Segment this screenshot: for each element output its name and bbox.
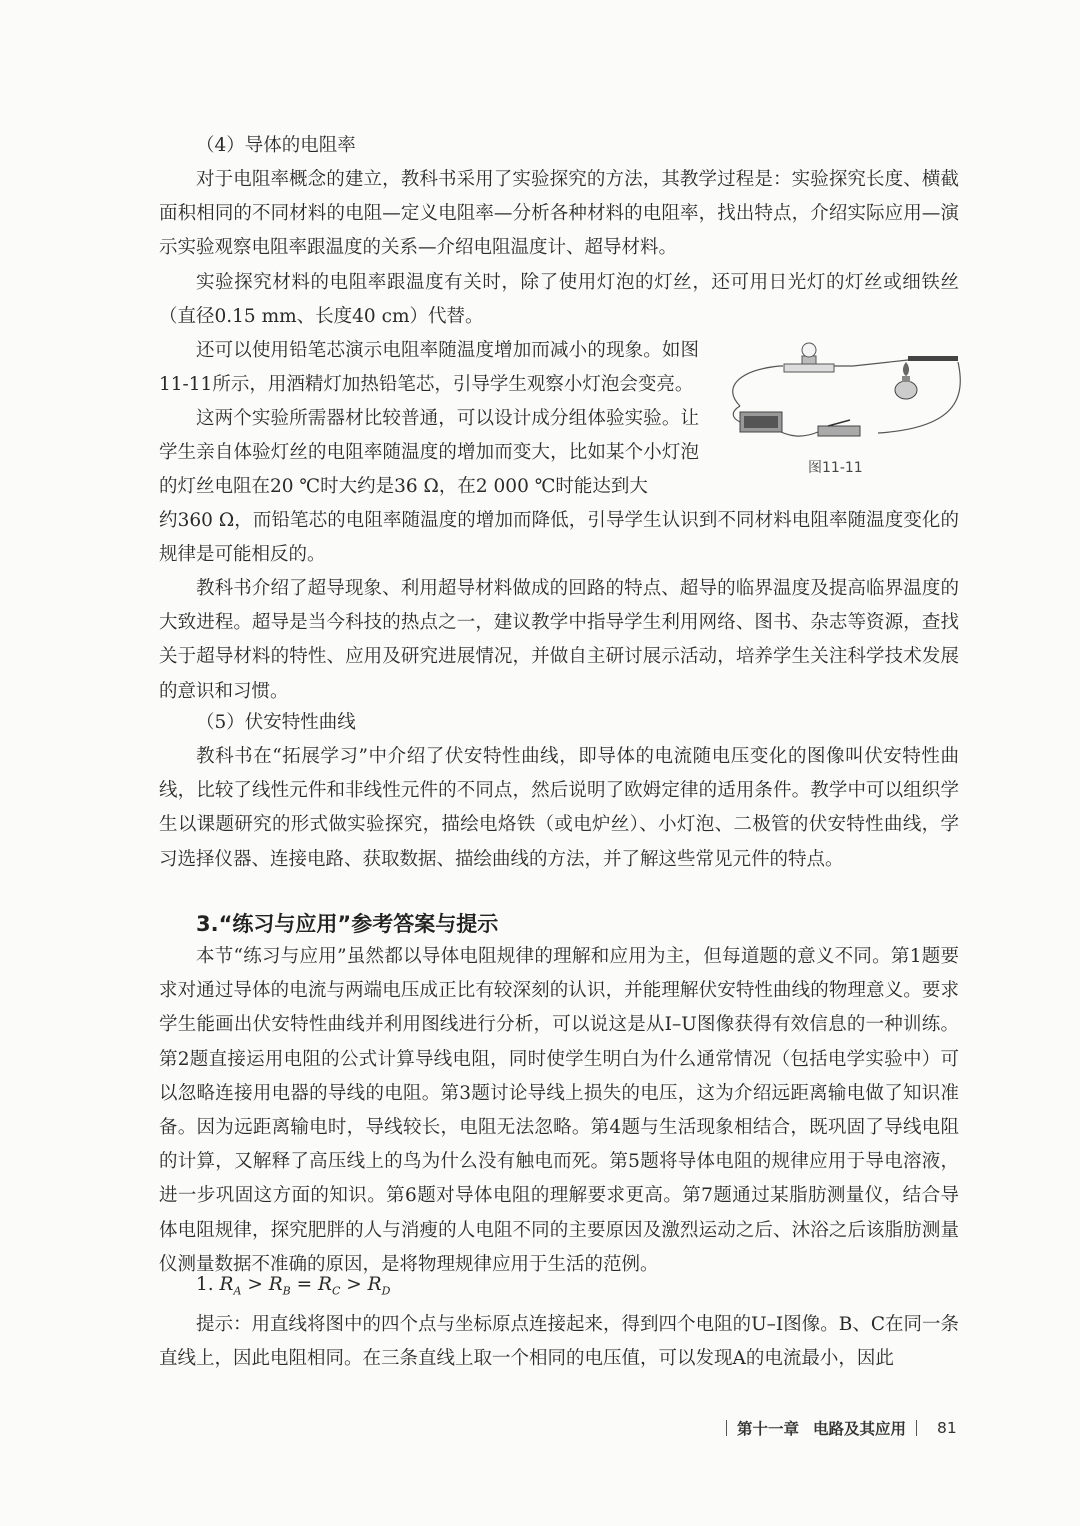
section-4-heading: （4）导体的电阻率: [196, 135, 356, 156]
section-4-paragraph-4b: 约360 Ω，而铅笔芯的电阻率随温度的增加而降低，引导学生认识到不同材料电阻率随温度变化的规律是可能相反的。: [159, 510, 959, 566]
chapter-title: 电路及其应用: [813, 1420, 907, 1438]
section-3-paragraph-1: 本节“练习与应用”虽然都以导体电阻规律的理解和应用为主，但每道题的意义不同。第1题要求对通过导体的电流与两端电压成正比有较深刻的认识，并能理解伏安特性曲线的物理意义。要求学生能画出伏安特性曲线并利用图线进行分析，可以说这是从I–U图像获得有效信息的一种训练。第2题直接运用电阻的公式计算导线电阻，同时使学生明白为什么通常情况（包括电学实验中）可以忽略连接用电器的导线的电阻。第3题讨论导线上损失的电压，这为介绍远距离输电做了知识准备。因为远距离输电时，导线较长，电阻无法忽略。第4题与生活现象相结合，既巩固了导线电阻的计算，又解释了高压线上的鸟为什么没有触电而死。第5题将导体电阻的规律应用于导电溶液，进一步巩固这方面的知识。第6题对导体电阻的理解要求更高。第7题通过某脂肪测量仪，结合导体电阻规律，探究肥胖的人与消瘦的人电阻不同的主要原因及激烈运动之后、沐浴之后该脂肪测量仪测量数据不准确的原因，是将物理规律应用于生活的范例。: [159, 946, 959, 1275]
lamp-socket-icon: [784, 343, 834, 372]
answer-1: 1. $R_A > R_B = R_C > R_D$: [196, 1274, 391, 1298]
chapter-label: 第十一章: [737, 1420, 800, 1438]
section-3-title: 3.“练习与应用”参考答案与提示: [196, 912, 499, 936]
alcohol-lamp-icon: [895, 362, 917, 399]
figure-caption: 图11-11: [808, 460, 863, 476]
battery-box-icon: [740, 412, 782, 432]
footer-divider: [916, 1420, 917, 1436]
section-4-paragraph-1: 对于电阻率概念的建立，教科书采用了实验探究的方法，其教学过程是：实验探究长度、横截面积相同的不同材料的电阻—定义电阻率—分析各种材料的电阻率，找出特点，介绍实际应用—演示实验观察电阻率跟温度的关系—介绍电阻温度计、超导材料。: [159, 169, 959, 259]
section-4-paragraph-3: 还可以使用铅笔芯演示电阻率随温度增加而减小的现象。如图11-11所示，用酒精灯加热铅笔芯，引导学生观察小灯泡会变亮。: [159, 340, 699, 396]
section-4-paragraph-2: 实验探究材料的电阻率跟温度有关时，除了使用灯泡的灯丝，还可用日光灯的灯丝或细铁丝（直径0.15 mm、长度40 cm）代替。: [159, 272, 959, 328]
footer-divider: [726, 1420, 727, 1436]
answer-1-hint: 提示：用直线将图中的四个点与坐标原点连接起来，得到四个电阻的U–I图像。B、C在同一条直线上，因此电阻相同。在三条直线上取一个相同的电压值，可以发现A的电流最小，因此: [159, 1314, 959, 1370]
section-4-paragraph-5: 教科书介绍了超导现象、利用超导材料做成的回路的特点、超导的临界温度及提高临界温度的大致进程。超导是当今科技的热点之一，建议教学中指导学生利用网络、图书、杂志等资源，查找关于超导材料的特性、应用及研究进展情况，并做自主研讨展示活动，培养学生关注科学技术发展的意识和习惯。: [159, 578, 959, 702]
section-5-paragraph-1: 教科书在“拓展学习”中介绍了伏安特性曲线，即导体的电流随电压变化的图像叫伏安特性曲线，比较了线性元件和非线性元件的不同点，然后说明了欧姆定律的适用条件。教学中可以组织学生以课题研究的形式做实验探究，描绘电烙铁（或电炉丝）、小灯泡、二极管的伏安特性曲线，学习选择仪器、连接电路、获取数据、描绘曲线的方法，并了解这些常见元件的特点。: [159, 746, 959, 870]
section-5-heading: （5）伏安特性曲线: [196, 712, 356, 733]
page-number: 81: [937, 1419, 957, 1437]
switch-icon: [818, 420, 860, 436]
pencil-lead-icon: [908, 356, 958, 361]
section-4-paragraph-4a: 这两个实验所需器材比较普通，可以设计成分组体验实验。让学生亲自体验灯丝的电阻率随温度的增加而变大，比如某个小灯泡的灯丝电阻在20 ℃时大约是36 Ω，在2 000 ℃时能达到大: [159, 408, 699, 498]
page-footer: [716, 1417, 957, 1439]
